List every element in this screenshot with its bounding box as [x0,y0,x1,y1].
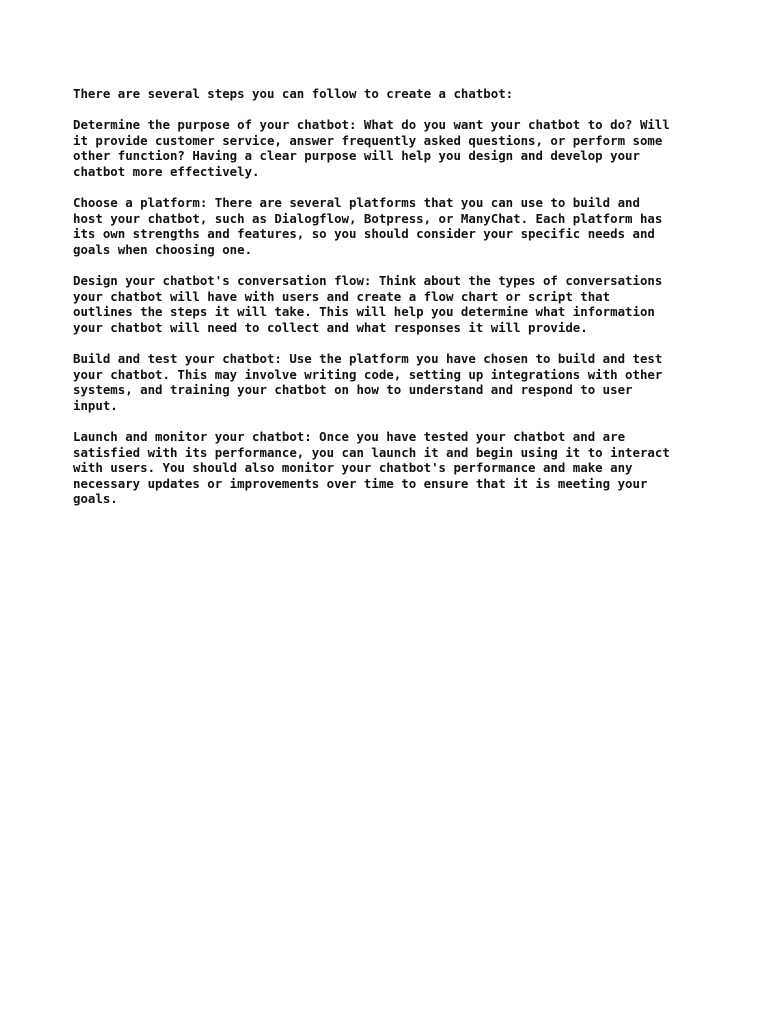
step-build-test: Build and test your chatbot: Use the platform you have chosen to build and test your chatbot. This may involve writing code, setting up integrations with other systems, and training your chatbot on how to understand and respond to user input. [73,351,663,413]
step-conversation-flow: Design your chatbot's conversation flow: Think about the types of conversations your chatbot will have with users and create a flow chart or script that outlines the steps it will take. This will help you determine what information your chatbot will need to collect and what responses it will provide. [73,273,663,335]
step-platform: Choose a platform: There are several platforms that you can use to build and host your chatbot, such as Dialogflow, Botpress, or ManyChat. Each platform has its own strengths and features, so you should consider your specific needs and goals when choosing one. [73,195,663,257]
document-page [73,86,713,523]
step-purpose: Determine the purpose of your chatbot: What do you want your chatbot to do? Will it provide customer service, answer frequently asked questions, or perform some other function? Having a clear purpose will help you design and develop your chatbot more effectively. [73,117,670,179]
step-launch-monitor: Launch and monitor your chatbot: Once you have tested your chatbot and are satisfied with its performance, you can launch it and begin using it to interact with users. You should also monitor your chatbot's performance and make any necessary updates or improvements over time to ensure that it is meeting your goals. [73,429,670,507]
intro-text: There are several steps you can follow to create a chatbot: [73,86,514,101]
